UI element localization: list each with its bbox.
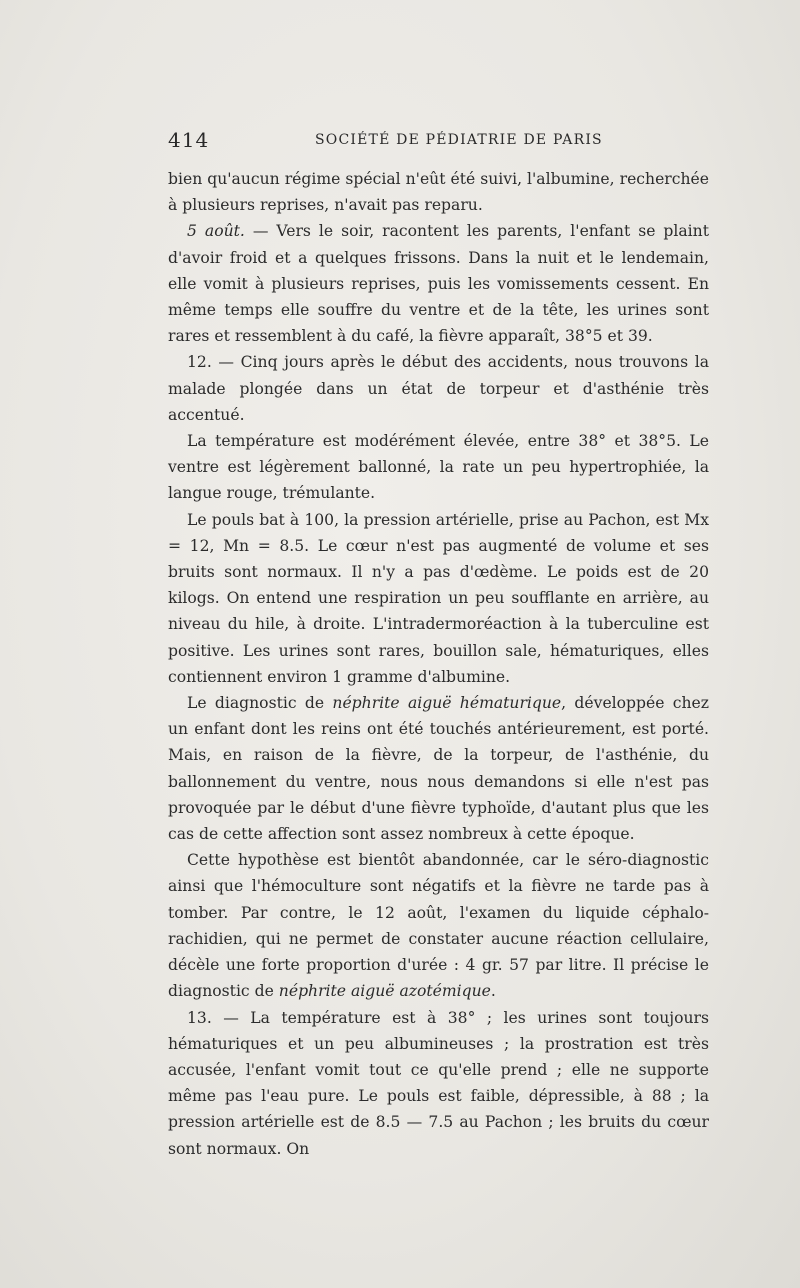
paragraph-pulse: Le pouls bat à 100, la pression artérielle, prise au Pachon, est Mx = 12, Mn = 8.5. Le cœur n'est pas augmenté de volume et ses bruits sont normaux. Il n'y a pas d'œdème. Le poids est de 20 kilogs. On entend une respiration un peu soufflante en arrière, au niveau du hile, à droite. L'intradermoréaction à la tuberculine est positive. Les urines sont rares, bouillon sale, hématuriques, elles contiennent environ 1 gramme d'albumine. xyxy=(168,510,709,686)
paragraph-day-13: 13. — La température est à 38° ; les urines sont toujours hématuriques et un peu albumineuses ; la prostration est très accusée, l'enfant vomit tout ce qu'elle prend ; elle ne supporte même pas l'eau pure. Le pouls est faible, dépressible, à 88 ; la pression artérielle est de 8.5 — 7.5 au Pachon ; les bruits du cœur sont normaux. On xyxy=(168,1008,709,1158)
page-number: 414 xyxy=(168,128,210,152)
body-text xyxy=(168,166,709,1162)
paragraph-aug-5: 5 août. — Vers le soir, racontent les parents, l'enfant se plaint d'avoir froid et a quelques frissons. Dans la nuit et le lendemain, elle vomit à plusieurs reprises, puis les vomissements cessent. En même temps elle souffre du ventre et de la tête, les urines sont rares et ressemblent à du café, la fièvre apparaît, 38°5 et 39. xyxy=(168,222,709,346)
page-header xyxy=(168,128,709,156)
date-label: 5 août. xyxy=(187,222,245,241)
diagnosis-term: néphrite aiguë azotémique xyxy=(278,982,491,1001)
running-head: SOCIÉTÉ DE PÉDIATRIE DE PARIS xyxy=(315,132,603,148)
diagnosis-term: néphrite aiguë hématurique xyxy=(332,694,562,713)
paragraph-day-12: 12. — Cinq jours après le début des accidents, nous trouvons la malade plongée dans un état de torpeur et d'asthénie très accentué. xyxy=(168,353,709,424)
paragraph-temperature: La température est modérément élevée, entre 38° et 38°5. Le ventre est légèrement ballonné, la rate un peu hypertrophiée, la langue rouge, trémulante. xyxy=(168,432,709,503)
paragraph-hypothesis: Cette hypothèse est bientôt abandonnée, car le séro-diagnostic ainsi que l'hémoculture sont négatifs et la fièvre ne tarde pas à tomber. Par contre, le 12 août, l'examen du liquide céphalo-rachidien, qui ne permet de constater aucune réaction cellulaire, décèle une forte proportion d'urée : 4 gr. 57 par litre. Il précise le diagnostic de néphrite aiguë azotémique. xyxy=(168,851,709,1001)
paragraph-continuation: bien qu'aucun régime spécial n'eût été suivi, l'albumine, recherchée à plusieurs reprises, n'avait pas reparu. xyxy=(168,170,709,215)
paragraph-diagnosis: Le diagnostic de néphrite aiguë hématurique, développée chez un enfant dont les reins ont été touchés antérieurement, est porté. Mais, en raison de la fièvre, de la torpeur, de l'asthénie, du ballonnement du ventre, nous nous demandons si elle n'est pas provoquée par le début d'une fièvre typhoïde, d'autant plus que les cas de cette affection sont assez nombreux à cette époque. xyxy=(168,694,709,844)
